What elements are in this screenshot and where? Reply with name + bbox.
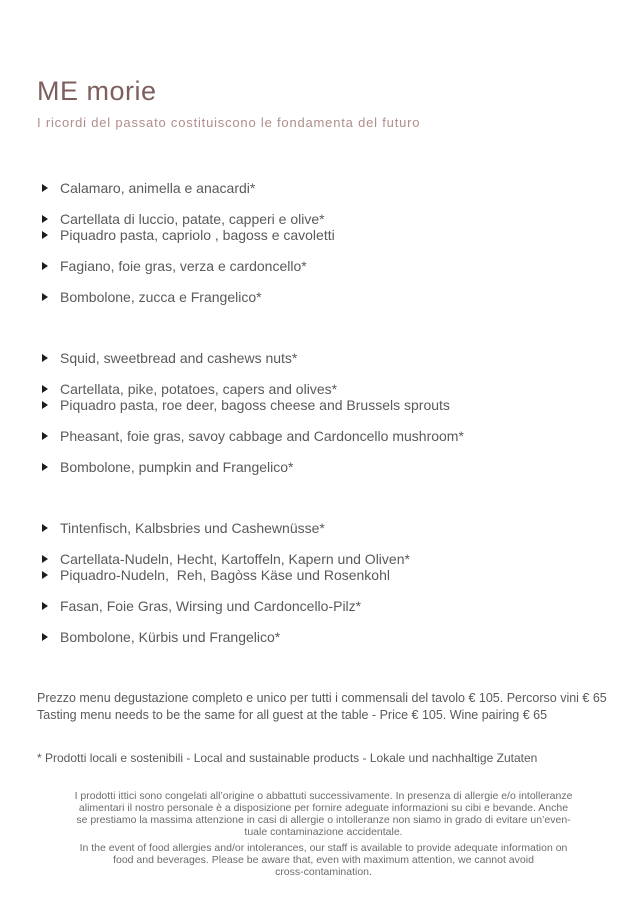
- course-group: [37, 381, 610, 413]
- disclaimer-line: food and beverages. Please be aware that, even with maximum attention, we cannot avoid: [113, 854, 534, 866]
- bullet-triangle-icon: [42, 385, 48, 393]
- menu-item-text: Cartellata di luccio, patate, capperi e olive*: [60, 211, 325, 227]
- pricing-block: [37, 690, 610, 724]
- bullet-triangle-icon: [42, 555, 48, 563]
- bullet-triangle-icon: [42, 463, 48, 471]
- course-group: [37, 258, 610, 274]
- menu-item: [37, 180, 610, 196]
- bullet-triangle-icon: [42, 401, 48, 409]
- allergy-disclaimers: [37, 790, 610, 878]
- disclaimer-line: I prodotti ittici sono congelati all’origine o abbattuti successivamente. In presenza di allergie e/o intolleranze: [74, 790, 573, 802]
- bullet-triangle-icon: [42, 354, 48, 362]
- bullet-triangle-icon: [42, 215, 48, 223]
- bullet-triangle-icon: [42, 293, 48, 301]
- menu-section-italian: [37, 180, 610, 305]
- menu-item: [37, 551, 610, 567]
- menu-item: [37, 381, 610, 397]
- menu-item: [37, 567, 610, 583]
- menu-item: [37, 428, 610, 444]
- disclaimer-line: tuale contaminazione accidentale.: [244, 826, 403, 838]
- bullet-triangle-icon: [42, 524, 48, 532]
- menu-item-text: Piquadro-Nudeln, Reh, Bagòss Käse und Rosenkohl: [60, 567, 390, 583]
- menu-item-text: Bombolone, pumpkin and Frangelico*: [60, 459, 294, 475]
- menu-section-english: [37, 350, 610, 475]
- menu-item: [37, 227, 610, 243]
- course-group: [37, 629, 610, 645]
- bullet-triangle-icon: [42, 231, 48, 239]
- menu-item: [37, 350, 610, 366]
- allergy-disclaimer-italian: [54, 790, 594, 838]
- course-group: [37, 289, 610, 305]
- menu-item-text: Piquadro pasta, capriolo , bagoss e cavoletti: [60, 227, 335, 243]
- menu-item-text: Bombolone, Kürbis und Frangelico*: [60, 629, 281, 645]
- course-group: [37, 428, 610, 444]
- course-group: [37, 180, 610, 196]
- disclaimer-line: alimentari il nostro personale è a disposizione per fornire adeguate informazioni su cibi e bevande. Anche: [78, 802, 569, 814]
- course-group: [37, 598, 610, 614]
- pricing-line-english: Tasting menu needs to be the same for all guest at the table - Price € 105. Wine pairing € 65: [37, 708, 548, 722]
- bullet-triangle-icon: [42, 602, 48, 610]
- menu-item-text: Piquadro pasta, roe deer, bagoss cheese and Brussels sprouts: [60, 397, 450, 413]
- menu-item-text: Fasan, Foie Gras, Wirsing und Cardoncello-Pilz*: [60, 598, 362, 614]
- disclaimer-line: se prestiamo la massima attenzione in casi di allergie o intolleranze non siamo in grado di evitare un’even-: [76, 814, 571, 826]
- menu-item: [37, 459, 610, 475]
- course-group: [37, 520, 610, 536]
- menu-item: [37, 520, 610, 536]
- menu-item: [37, 258, 610, 274]
- course-group: [37, 211, 610, 243]
- course-group: [37, 551, 610, 583]
- menu-item: [37, 289, 610, 305]
- menu-item-text: Cartellata-Nudeln, Hecht, Kartoffeln, Kapern und Oliven*: [60, 551, 410, 567]
- menu-section-german: [37, 520, 610, 645]
- menu-item-text: Calamaro, animella e anacardi*: [60, 180, 256, 196]
- menu-item: [37, 598, 610, 614]
- bullet-triangle-icon: [42, 262, 48, 270]
- course-group: [37, 350, 610, 366]
- disclaimer-line: In the event of food allergies and/or intolerances, our staff is available to provide adequate information on: [79, 842, 568, 854]
- local-products-footnote: * Prodotti locali e sostenibili - Local and sustainable products - Lokale und nachhaltige Zutaten: [37, 751, 538, 765]
- page-title: ME morie: [37, 76, 157, 106]
- bullet-triangle-icon: [42, 633, 48, 641]
- allergy-disclaimer-english: [54, 842, 594, 878]
- menu-item-text: Cartellata, pike, potatoes, capers and olives*: [60, 381, 338, 397]
- bullet-triangle-icon: [42, 432, 48, 440]
- menu-item-text: Pheasant, foie gras, savoy cabbage and Cardoncello mushroom*: [60, 428, 464, 444]
- pricing-line-italian: Prezzo menu degustazione completo e unico per tutti i commensali del tavolo € 105. Percorso vini € 65: [37, 691, 607, 705]
- menu-item-text: Squid, sweetbread and cashews nuts*: [60, 350, 298, 366]
- menu-item: [37, 629, 610, 645]
- tasting-menu-list: [37, 180, 610, 645]
- bullet-triangle-icon: [42, 184, 48, 192]
- course-group: [37, 459, 610, 475]
- menu-item-text: Fagiano, foie gras, verza e cardoncello*: [60, 258, 307, 274]
- menu-item: [37, 397, 610, 413]
- menu-item-text: Bombolone, zucca e Frangelico*: [60, 289, 262, 305]
- menu-item-text: Tintenfisch, Kalbsbries und Cashewnüsse*: [60, 520, 325, 536]
- page-subtitle: I ricordi del passato costituiscono le fondamenta del futuro: [37, 115, 421, 130]
- menu-item: [37, 211, 610, 227]
- disclaimer-line: cross-contamination.: [275, 866, 372, 878]
- bullet-triangle-icon: [42, 571, 48, 579]
